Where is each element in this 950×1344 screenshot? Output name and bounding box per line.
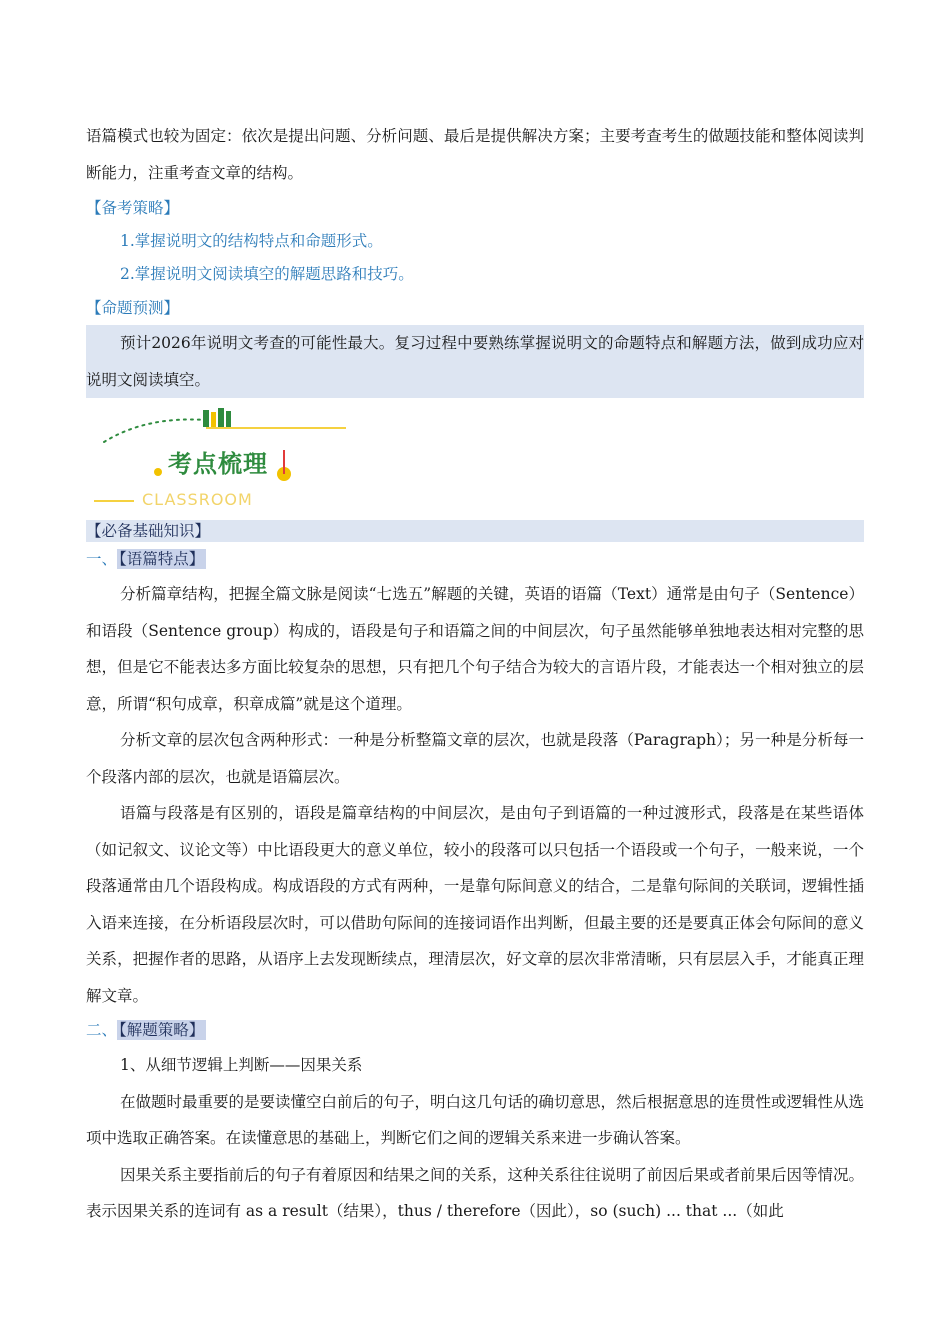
section2-paragraph-1: 在做题时最重要的是要读懂空白前后的句子，明白这几句话的确切意思，然后根据意思的连贯性或逻辑性从选项中选取正确答案。在读懂意思的基础上，判断它们之间的逻辑关系来进一步确认答案。 <box>86 1092 865 1147</box>
section1-paragraph-1: 分析篇章结构，把握全篇文脉是阅读“七选五”解题的关键，英语的语篇（Text）通常是由句子（Sentence）和语段（Sentence group）构成的，语段是句子和语篇之间的中间层次，句子虽然能够单独地表达相对完整的思想，但是它不能表达多方面比较复杂的思想，只有把几个句子结合为较大的言语片段，才能表达一个相对独立的层意，所谓“积句成章，积章成篇”就是这个道理。 <box>86 585 864 713</box>
section1-label: 【语篇特点】 <box>119 550 205 568</box>
intro-paragraph: 语篇模式也较为固定：依次是提出问题、分析问题、最后是提供解决方案；主要考查考生的做题技能和整体阅读判断能力，注重考查文章的结构。 <box>86 127 864 182</box>
section1-heading <box>86 546 864 572</box>
section1-number: 一、 <box>86 550 118 568</box>
forecast-paragraph: 预计2026年说明文考查的可能性最大。复习过程中要熟练掌握说明文的命题特点和解题方法，做到成功应对说明文阅读填空。 <box>86 325 864 398</box>
section2-subheading: 1、从细节逻辑上判断——因果关系 <box>120 1056 363 1074</box>
strategy-heading: 【备考策略】 <box>86 199 180 217</box>
section-banner <box>86 398 864 516</box>
banner-subtitle: CLASSROOM <box>142 490 253 509</box>
section2-paragraph-2: 因果关系主要指前后的句子有着原因和结果之间的关系，这种关系往往说明了前因后果或者前果后因等情况。表示因果关系的连词有 as a result（结果），thus / therefore（因此），so (such) ... that ...（如此 <box>86 1165 865 1220</box>
knowledge-heading: 【必备基础知识】 <box>86 520 864 542</box>
forecast-heading: 【命题预测】 <box>86 299 180 317</box>
strategy-item-2: 2.掌握说明文阅读填空的解题思路和技巧。 <box>120 265 414 283</box>
section2-heading <box>86 1017 864 1043</box>
document-page <box>86 118 864 1230</box>
strategy-item-1: 1.掌握说明文的结构特点和命题形式。 <box>120 232 383 250</box>
section1-paragraph-3: 语篇与段落是有区别的，语段是篇章结构的中间层次，是由句子到语篇的一种过渡形式，段落是在某些语体（如记叙文、议论文等）中比语段更大的意义单位，较小的段落可以只包括一个语段或一个句子，一般来说，一个段落通常由几个语段构成。构成语段的方式有两种，一是靠句际间意义的结合，二是靠句际间的关联词，逻辑性插入语来连接，在分析语段层次时，可以借助句际间的连接词语作出判断，但最主要的还是要真正体会句际间的意义关系，把握作者的思路，从语序上去发现断续点，理清层次，好文章的层次非常清晰，只有层层入手，才能真正理解文章。 <box>86 804 864 1005</box>
section2-label: 【解题策略】 <box>119 1021 205 1039</box>
banner-title: 考点梳理 <box>168 450 268 478</box>
section1-paragraph-2: 分析文章的层次包含两种形式：一种是分析整篇文章的层次，也就是段落（Paragraph）；另一种是分析每一个段落内部的层次，也就是语篇层次。 <box>86 731 864 786</box>
section2-number: 二、 <box>86 1021 118 1039</box>
books-icon <box>203 408 231 427</box>
